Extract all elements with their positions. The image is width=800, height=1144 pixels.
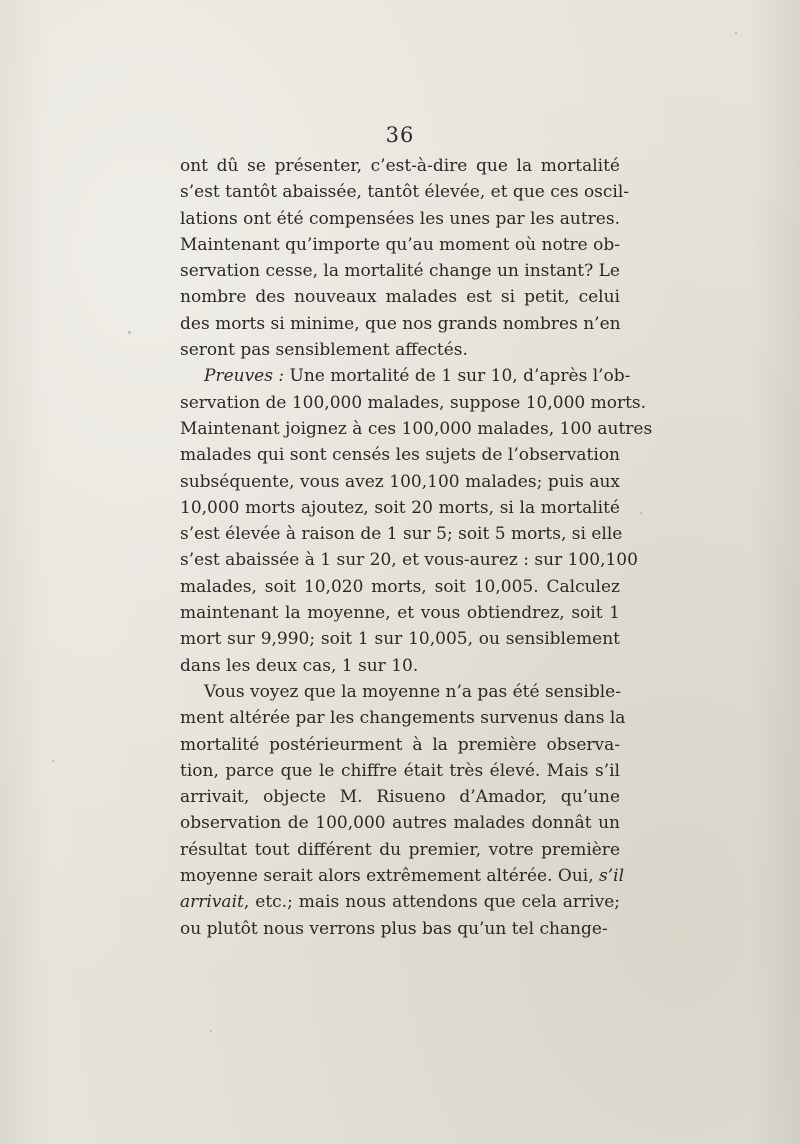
paper-speck [210,1030,212,1032]
paper-speck [735,32,737,34]
text-line: malades qui sont censés les sujets de l’observation [180,445,620,466]
paper-speck [52,760,54,762]
text-line: arrivait, objecte M. Risueno d’Amador, qu’une [180,787,620,808]
italic-word: Preuves : [204,366,285,387]
text-line: nombre des nouveaux malades est si petit, celui [180,287,620,308]
italic-word: arrivait [180,892,244,913]
text-span: moyenne serait alors extrêmement altérée. Oui, [180,866,600,887]
text-line: mort sur 9,990; soit 1 sur 10,005, ou sensiblement [180,629,620,650]
body-text [180,153,653,942]
text-line [180,363,631,389]
text-line: malades, soit 10,020 morts, soit 10,005. Calculez [180,576,620,597]
text-line: s’est tantôt abaissée, tantôt élevée, et que ces oscil- [180,182,630,203]
text-line: observation de 100,000 autres malades donnât un [180,813,620,834]
text-span: , etc.; mais nous attendons que cela arrive; [243,892,620,913]
text-span: Une mortalité de 1 sur 10, d’après l’ob- [284,366,631,387]
text-line [180,889,620,915]
text-line: s’est élevée à raison de 1 sur 5; soit 5 morts, si elle [180,524,623,545]
text-line: s’est abaissée à 1 sur 20, et vous-aurez : sur 100,100 [180,550,638,571]
text-line [180,863,625,889]
text-line: servation de 100,000 malades, suppose 10,000 morts. [180,392,647,413]
text-line: dans les deux cas, 1 sur 10. [180,655,419,676]
text-line: ou plutôt nous verrons plus bas qu’un tel change- [180,918,608,939]
text-line: ment altérée par les changements survenus dans la [180,708,626,729]
text-line: lations ont été compensées les unes par les autres. [180,208,620,229]
text-line: subséquente, vous avez 100,100 malades; puis aux [180,471,620,492]
text-line: Vous voyez que la moyenne n’a pas été sensible- [204,681,621,702]
text-line: seront pas sensiblement affectés. [180,340,468,361]
text-line: Maintenant qu’importe qu’au moment où notre ob- [180,234,620,255]
text-line: maintenant la moyenne, et vous obtiendrez, soit 1 [180,603,620,624]
text-line: des morts si minime, que nos grands nombres n’en [180,313,621,334]
text-line: mortalité postérieurment à la première observa- [180,734,620,755]
text-line: ont dû se présenter, c’est-à-dire que la mortalité [180,156,620,176]
text-line: Maintenant joignez à ces 100,000 malades, 100 autres [180,418,653,439]
text-line: 10,000 morts ajoutez, soit 20 morts, si la mortalité [180,497,620,518]
text-line: servation cesse, la mortalité change un instant? Le [180,261,620,282]
text-line: résultat tout différent du premier, votre première [180,839,620,860]
page-number: 36 [385,123,415,147]
paper-speck [640,512,642,514]
text-line: tion, parce que le chiffre était très élevé. Mais s’il [180,760,620,781]
paper-speck [128,331,131,334]
italic-word: s’il [599,866,625,887]
